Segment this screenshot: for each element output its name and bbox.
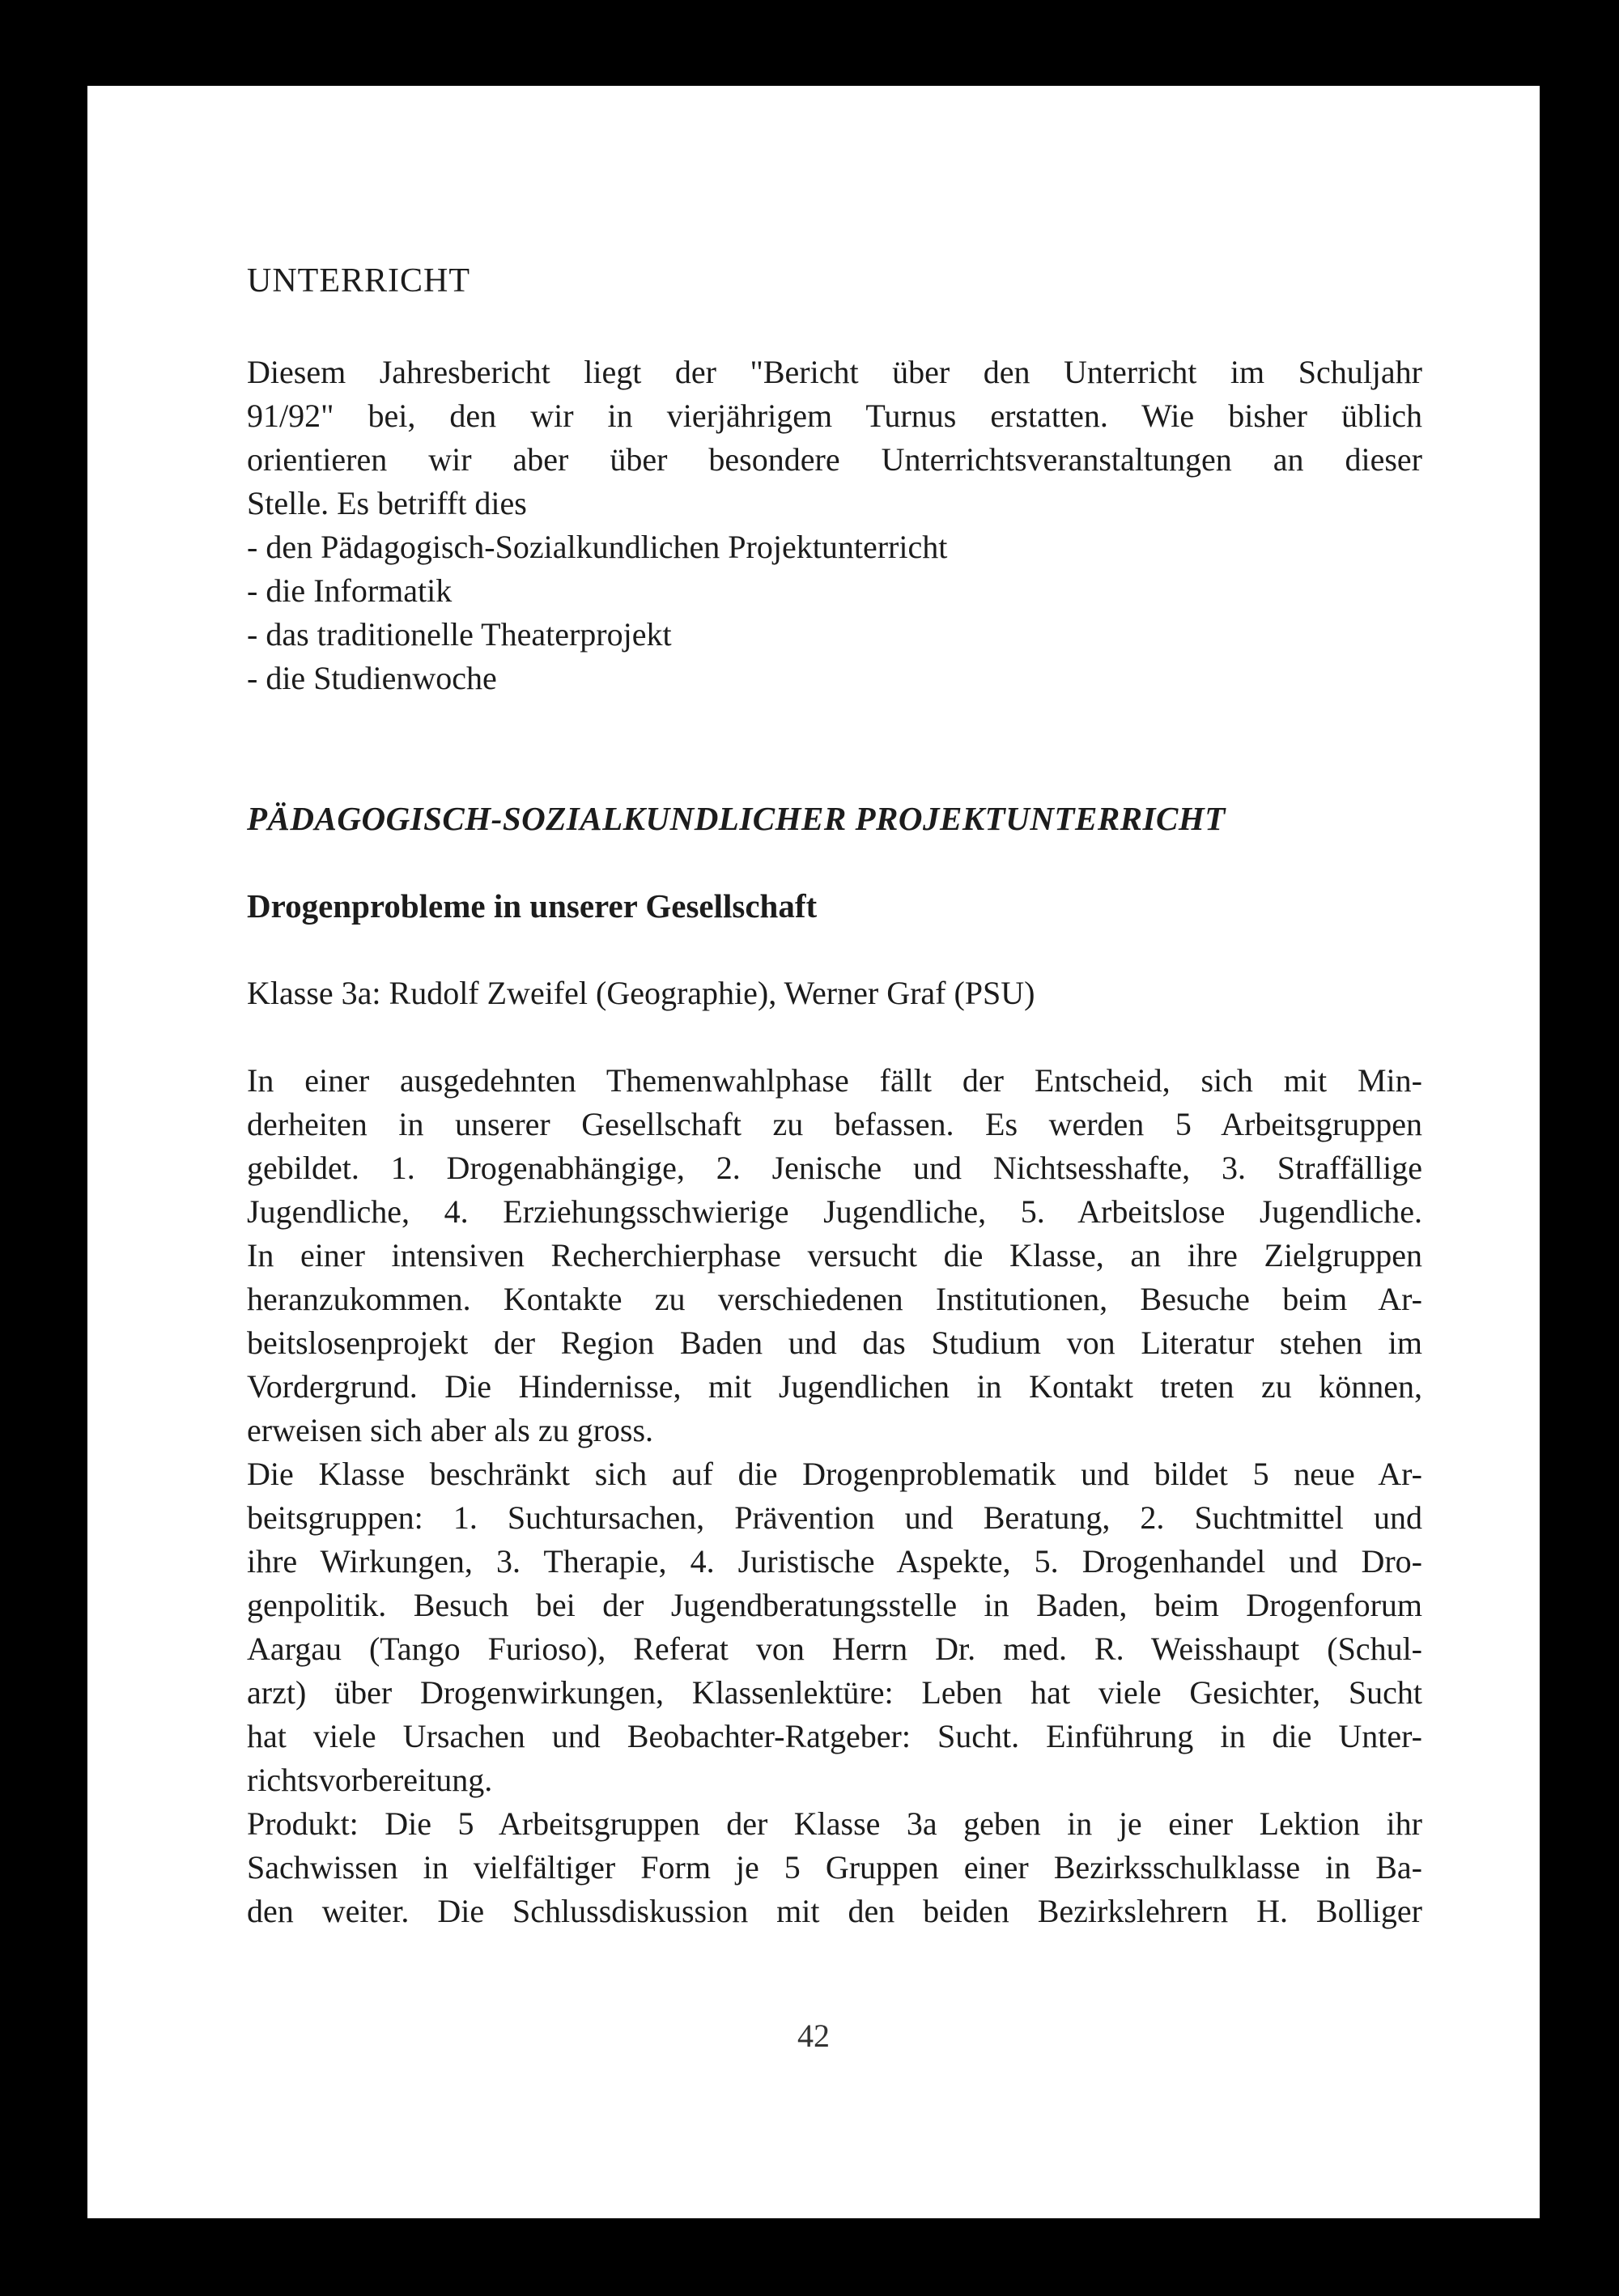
page-content	[247, 259, 1422, 1933]
list-item: - die Informatik	[247, 572, 453, 609]
page-number: 42	[797, 2018, 830, 2054]
text-line: In einer intensiven Recherchierphase versucht die Klasse, an ihre Zielgruppen	[247, 1237, 1422, 1273]
text-line: heranzukommen. Kontakte zu verschiedenen Institutionen, Besuche beim Ar-	[247, 1281, 1422, 1317]
text-line: Vordergrund. Die Hindernisse, mit Jugendlichen in Kontakt treten zu können,	[247, 1368, 1422, 1405]
paragraph-drug-groups	[247, 1452, 1422, 1802]
intro-line: 91/92" bei, den wir in vierjährigem Turnus erstatten. Wie bisher üblich	[247, 398, 1422, 434]
page-heading: UNTERRICHT	[247, 262, 470, 300]
class-teachers-line: Klasse 3a: Rudolf Zweifel (Geographie), Werner Graf (PSU)	[247, 975, 1035, 1011]
text-line: genpolitik. Besuch bei der Jugendberatungsstelle in Baden, beim Drogenforum	[247, 1587, 1422, 1623]
paragraph-product	[247, 1802, 1422, 1933]
text-line: arzt) über Drogenwirkungen, Klassenlektüre: Leben hat viele Gesichter, Sucht	[247, 1674, 1422, 1711]
intro-paragraph	[247, 351, 1422, 525]
list-item: - das traditionelle Theaterprojekt	[247, 616, 672, 653]
intro-list	[247, 525, 1422, 700]
text-line: Produkt: Die 5 Arbeitsgruppen der Klasse 3a geben in je einer Lektion ihr	[247, 1805, 1422, 1842]
text-line: derheiten in unserer Gesellschaft zu befassen. Es werden 5 Arbeitsgruppen	[247, 1106, 1422, 1142]
intro-line: Diesem Jahresbericht liegt der "Bericht über den Unterricht im Schuljahr	[247, 354, 1422, 390]
text-line: richtsvorbereitung.	[247, 1762, 493, 1798]
text-line: Jugendliche, 4. Erziehungsschwierige Jugendliche, 5. Arbeitslose Jugendliche.	[247, 1193, 1422, 1230]
section-heading: PÄDAGOGISCH-SOZIALKUNDLICHER PROJEKTUNTERRICHT	[247, 800, 1226, 837]
intro-line: orientieren wir aber über besondere Unterrichtsveranstaltungen an dieser	[247, 441, 1422, 478]
subsection-heading: Drogenprobleme in unserer Gesellschaft	[247, 887, 818, 925]
text-line: Sachwissen in vielfältiger Form je 5 Gruppen einer Bezirksschulklasse in Ba-	[247, 1849, 1422, 1886]
list-item: - den Pädagogisch-Sozialkundlichen Projektunterricht	[247, 529, 948, 565]
document-page	[87, 86, 1540, 2218]
text-line: Aargau (Tango Furioso), Referat von Herrn Dr. med. R. Weisshaupt (Schul-	[247, 1631, 1422, 1667]
paragraph-minorities	[247, 1059, 1422, 1452]
text-line: den weiter. Die Schlussdiskussion mit den beiden Bezirkslehrern H. Bolliger	[247, 1893, 1422, 1929]
list-item: - die Studienwoche	[247, 660, 497, 696]
text-line: gebildet. 1. Drogenabhängige, 2. Jenische und Nichtsesshafte, 3. Straffällige	[247, 1150, 1422, 1186]
text-line: erweisen sich aber als zu gross.	[247, 1412, 654, 1448]
text-line: beitslosenprojekt der Region Baden und das Studium von Literatur stehen im	[247, 1324, 1422, 1361]
text-line: ihre Wirkungen, 3. Therapie, 4. Juristische Aspekte, 5. Drogenhandel und Dro-	[247, 1543, 1422, 1580]
text-line: hat viele Ursachen und Beobachter-Ratgeber: Sucht. Einführung in die Unter-	[247, 1718, 1422, 1754]
text-line: beitsgruppen: 1. Suchtursachen, Prävention und Beratung, 2. Suchtmittel und	[247, 1499, 1422, 1536]
intro-line: Stelle. Es betrifft dies	[247, 485, 527, 521]
text-line: Die Klasse beschränkt sich auf die Drogenproblematik und bildet 5 neue Ar-	[247, 1456, 1422, 1492]
text-line: In einer ausgedehnten Themenwahlphase fällt der Entscheid, sich mit Min-	[247, 1062, 1422, 1099]
